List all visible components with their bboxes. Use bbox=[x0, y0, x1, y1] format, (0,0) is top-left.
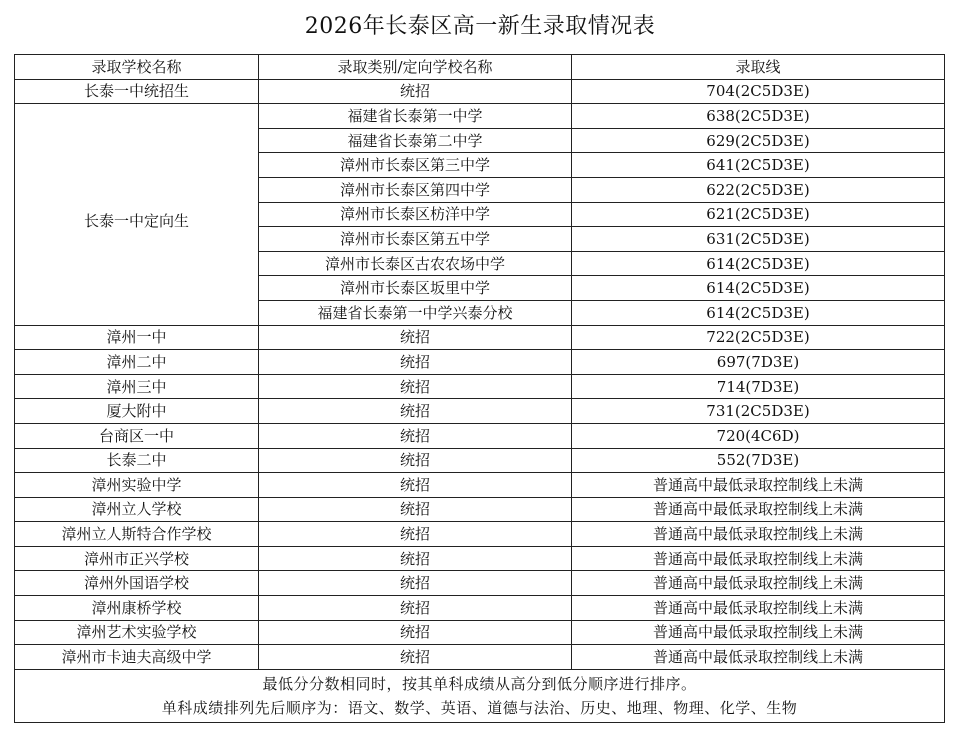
group-school-cell: 长泰一中定向生 bbox=[15, 104, 259, 325]
school-cell: 长泰一中统招生 bbox=[15, 79, 259, 104]
table-row bbox=[15, 350, 945, 375]
category-cell: 统招 bbox=[259, 645, 572, 670]
table-row bbox=[15, 620, 945, 645]
category-cell: 统招 bbox=[259, 350, 572, 375]
admission-line-cell: 普通高中最低录取控制线上未满 bbox=[572, 571, 945, 596]
category-cell: 统招 bbox=[259, 546, 572, 571]
admission-line-cell: 720(4C6D) bbox=[572, 423, 945, 448]
category-cell: 统招 bbox=[259, 473, 572, 498]
table-row bbox=[15, 645, 945, 670]
admission-line-cell: 614(2C5D3E) bbox=[572, 276, 945, 301]
school-cell: 漳州市卡迪夫高级中学 bbox=[15, 645, 259, 670]
category-cell: 统招 bbox=[259, 79, 572, 104]
category-cell: 漳州市长泰区古农农场中学 bbox=[259, 251, 572, 276]
table-row bbox=[15, 79, 945, 104]
table-header-row bbox=[15, 55, 945, 80]
admission-line-cell: 631(2C5D3E) bbox=[572, 227, 945, 252]
admission-line-cell: 714(7D3E) bbox=[572, 374, 945, 399]
header-school: 录取学校名称 bbox=[15, 55, 259, 80]
admission-line-cell: 622(2C5D3E) bbox=[572, 177, 945, 202]
category-cell: 漳州市长泰区坂里中学 bbox=[259, 276, 572, 301]
admission-line-cell: 普通高中最低录取控制线上未满 bbox=[572, 473, 945, 498]
school-cell: 漳州实验中学 bbox=[15, 473, 259, 498]
category-cell: 福建省长泰第一中学 bbox=[259, 104, 572, 129]
table-row bbox=[15, 522, 945, 547]
admission-line-cell: 629(2C5D3E) bbox=[572, 128, 945, 153]
category-cell: 统招 bbox=[259, 497, 572, 522]
admission-line-cell: 普通高中最低录取控制线上未满 bbox=[572, 546, 945, 571]
category-cell: 漳州市长泰区第五中学 bbox=[259, 227, 572, 252]
admission-line-cell: 614(2C5D3E) bbox=[572, 251, 945, 276]
admission-line-cell: 641(2C5D3E) bbox=[572, 153, 945, 178]
school-cell: 漳州一中 bbox=[15, 325, 259, 350]
table-row bbox=[15, 571, 945, 596]
school-cell: 漳州艺术实验学校 bbox=[15, 620, 259, 645]
admission-line-cell: 731(2C5D3E) bbox=[572, 399, 945, 424]
admission-line-cell: 普通高中最低录取控制线上未满 bbox=[572, 645, 945, 670]
category-cell: 统招 bbox=[259, 571, 572, 596]
category-cell: 统招 bbox=[259, 399, 572, 424]
notes-cell bbox=[15, 669, 945, 722]
table-row bbox=[15, 423, 945, 448]
admission-line-cell: 普通高中最低录取控制线上未满 bbox=[572, 522, 945, 547]
category-cell: 统招 bbox=[259, 325, 572, 350]
category-cell: 漳州市长泰区枋洋中学 bbox=[259, 202, 572, 227]
table-row bbox=[15, 546, 945, 571]
table-row bbox=[15, 374, 945, 399]
admission-table bbox=[14, 54, 945, 723]
table-row bbox=[15, 399, 945, 424]
category-cell: 漳州市长泰区第四中学 bbox=[259, 177, 572, 202]
admission-line-cell: 614(2C5D3E) bbox=[572, 300, 945, 325]
admission-line-cell: 普通高中最低录取控制线上未满 bbox=[572, 596, 945, 621]
page-title: 2026年长泰区高一新生录取情况表 bbox=[304, 14, 656, 39]
note-line-1: 最低分分数相同时，按其单科成绩从高分到低分顺序进行排序。 bbox=[262, 674, 697, 693]
school-cell: 漳州市正兴学校 bbox=[15, 546, 259, 571]
table-row bbox=[15, 448, 945, 473]
category-cell: 统招 bbox=[259, 423, 572, 448]
admission-line-cell: 722(2C5D3E) bbox=[572, 325, 945, 350]
table-row bbox=[15, 497, 945, 522]
table-body bbox=[15, 79, 945, 669]
category-cell: 统招 bbox=[259, 596, 572, 621]
admission-line-cell: 普通高中最低录取控制线上未满 bbox=[572, 620, 945, 645]
category-cell: 漳州市长泰区第三中学 bbox=[259, 153, 572, 178]
school-cell: 漳州三中 bbox=[15, 374, 259, 399]
table-row bbox=[15, 596, 945, 621]
category-cell: 统招 bbox=[259, 374, 572, 399]
admission-line-cell: 704(2C5D3E) bbox=[572, 79, 945, 104]
table-row bbox=[15, 325, 945, 350]
school-cell: 漳州立人斯特合作学校 bbox=[15, 522, 259, 547]
admission-line-cell: 621(2C5D3E) bbox=[572, 202, 945, 227]
school-cell: 漳州外国语学校 bbox=[15, 571, 259, 596]
school-cell: 漳州二中 bbox=[15, 350, 259, 375]
school-cell: 台商区一中 bbox=[15, 423, 259, 448]
category-cell: 统招 bbox=[259, 620, 572, 645]
notes-row bbox=[15, 669, 945, 722]
category-cell: 福建省长泰第二中学 bbox=[259, 128, 572, 153]
admission-line-cell: 697(7D3E) bbox=[572, 350, 945, 375]
admission-line-cell: 普通高中最低录取控制线上未满 bbox=[572, 497, 945, 522]
note-line-2: 单科成绩排列先后顺序为：语文、数学、英语、道德与法治、历史、地理、物理、化学、生物 bbox=[161, 698, 798, 717]
table-row bbox=[15, 104, 945, 129]
school-cell: 长泰二中 bbox=[15, 448, 259, 473]
admission-line-cell: 638(2C5D3E) bbox=[572, 104, 945, 129]
header-category: 录取类别/定向学校名称 bbox=[259, 55, 572, 80]
category-cell: 福建省长泰第一中学兴泰分校 bbox=[259, 300, 572, 325]
school-cell: 厦大附中 bbox=[15, 399, 259, 424]
header-line: 录取线 bbox=[572, 55, 945, 80]
admission-line-cell: 552(7D3E) bbox=[572, 448, 945, 473]
school-cell: 漳州立人学校 bbox=[15, 497, 259, 522]
school-cell: 漳州康桥学校 bbox=[15, 596, 259, 621]
category-cell: 统招 bbox=[259, 448, 572, 473]
category-cell: 统招 bbox=[259, 522, 572, 547]
table-row bbox=[15, 473, 945, 498]
